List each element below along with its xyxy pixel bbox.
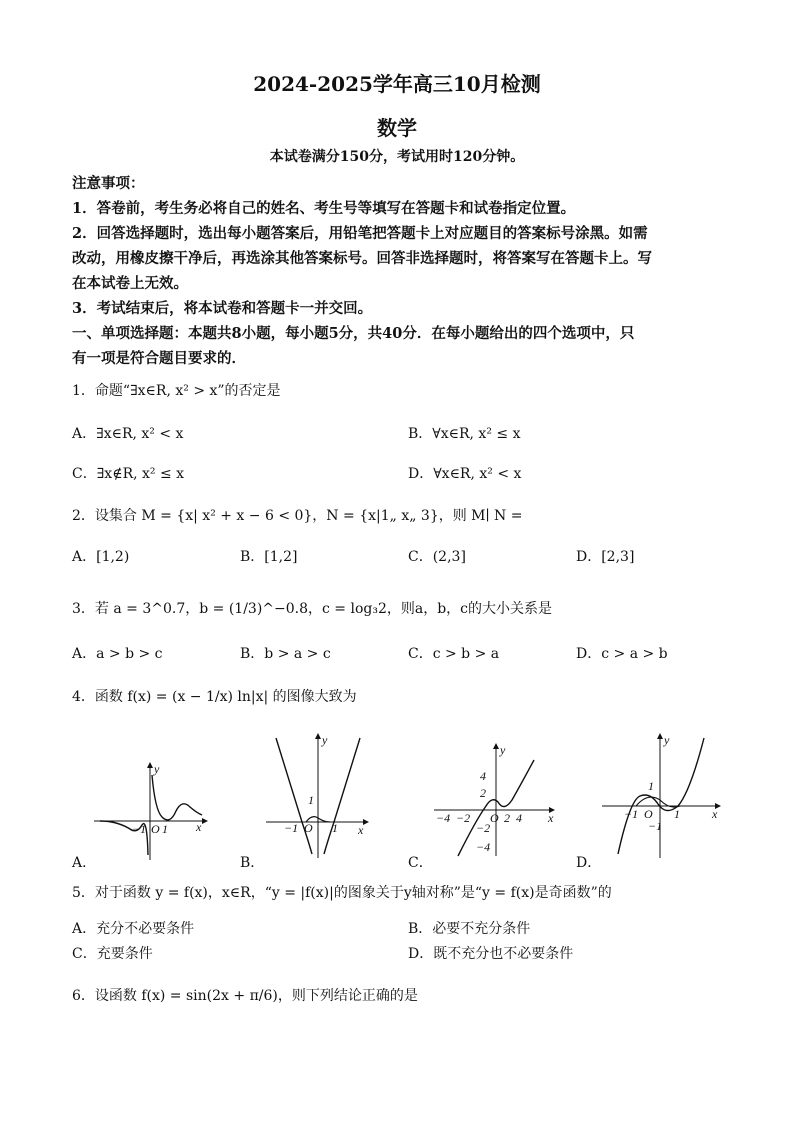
svg-text:2: 2 bbox=[480, 786, 486, 800]
svg-text:1: 1 bbox=[648, 779, 654, 793]
svg-text:1: 1 bbox=[308, 793, 314, 807]
q5-option-c: C．充要条件 bbox=[72, 946, 153, 962]
graph-c bbox=[430, 740, 560, 860]
svg-text:x: x bbox=[196, 820, 202, 834]
q4-option-c: C． bbox=[408, 855, 433, 871]
svg-text:−1: −1 bbox=[132, 822, 147, 836]
svg-text:O: O bbox=[151, 822, 160, 836]
svg-text:−1: −1 bbox=[284, 821, 299, 835]
svg-text:1: 1 bbox=[332, 821, 338, 835]
svg-text:−2: −2 bbox=[476, 821, 491, 835]
svg-text:−4: −4 bbox=[436, 811, 451, 825]
graph-d bbox=[600, 730, 724, 860]
q5-option-d: D．既不充分也不必要条件 bbox=[408, 946, 574, 962]
svg-text:1: 1 bbox=[674, 807, 680, 821]
q5-stem: 5．对于函数 y = f(x)，x∈R，“y = |f(x)|的图象关于y轴对称”是“y = f(x)是奇函数”的 bbox=[72, 885, 612, 901]
q4-option-a: A． bbox=[72, 855, 97, 871]
svg-text:−1: −1 bbox=[648, 819, 663, 833]
svg-text:y: y bbox=[322, 733, 328, 747]
q5-option-a: A．充分不必要条件 bbox=[72, 921, 195, 937]
q4-stem: 4．函数 f(x) = (x − 1/x) ln|x| 的图像大致为 bbox=[72, 689, 357, 705]
svg-text:−1: −1 bbox=[624, 807, 639, 821]
svg-text:O: O bbox=[644, 807, 653, 821]
q2-option-b: B．[1,2] bbox=[240, 549, 298, 565]
svg-text:4: 4 bbox=[516, 811, 522, 825]
q5-option-b: B．必要不充分条件 bbox=[408, 921, 531, 937]
q2-stem: 2．设集合 M = {x| x² + x − 6 < 0}，N = {x|1„ x„ 3}，则 M∣ N = bbox=[72, 508, 523, 524]
q2-option-d: D．[2,3] bbox=[576, 549, 635, 565]
svg-text:x: x bbox=[712, 807, 718, 821]
q1-option-b: B．∀x∈R, x² ≤ x bbox=[408, 426, 521, 442]
svg-text:1: 1 bbox=[162, 822, 168, 836]
svg-text:y: y bbox=[154, 762, 160, 776]
q2-option-c: C．(2,3] bbox=[408, 549, 466, 565]
q3-option-c: C．c > b > a bbox=[408, 646, 500, 662]
notice-item-2-line-1: 2．回答选择题时，选出每小题答案后，用铅笔把答题卡上对应题目的答案标号涂黑。如需 bbox=[72, 225, 648, 242]
q1-option-d: D．∀x∈R, x² < x bbox=[408, 466, 522, 482]
notice-item-2-line-3: 在本试卷上无效。 bbox=[72, 275, 188, 292]
svg-text:−4: −4 bbox=[476, 840, 491, 854]
svg-text:−2: −2 bbox=[456, 811, 471, 825]
svg-text:O: O bbox=[490, 811, 499, 825]
svg-text:x: x bbox=[548, 811, 554, 825]
q6-stem: 6．设函数 f(x) = sin(2x + π/6)，则下列结论正确的是 bbox=[72, 988, 418, 1004]
graph-b bbox=[262, 730, 372, 860]
q2-option-a: A．[1,2) bbox=[72, 549, 130, 565]
q1-option-a: A．∃x∈R, x² < x bbox=[72, 426, 184, 442]
svg-text:y: y bbox=[500, 743, 506, 757]
graph-a bbox=[92, 755, 212, 865]
q3-option-a: A．a > b > c bbox=[72, 646, 163, 662]
notice-item-2-line-2: 改动，用橡皮擦干净后，再选涂其他答案标号。回答非选择题时，将答案写在答题卡上。写 bbox=[72, 250, 652, 267]
section-1-line-2: 有一项是符合题目要求的． bbox=[72, 350, 246, 367]
q4-option-b: B． bbox=[240, 855, 265, 871]
svg-text:2: 2 bbox=[504, 811, 510, 825]
subject-title: 数学 bbox=[377, 116, 417, 140]
svg-text:x: x bbox=[358, 823, 364, 837]
q3-stem: 3．若 a = 3^0.7，b = (1/3)^−0.8，c = log₃2，则a，b，c的大小关系是 bbox=[72, 601, 553, 617]
svg-text:4: 4 bbox=[480, 769, 486, 783]
svg-text:y: y bbox=[664, 733, 670, 747]
q1-stem: 1．命题“∃x∈R, x² > x”的否定是 bbox=[72, 383, 281, 399]
notice-item-3: 3．考试结束后，将本试卷和答题卡一并交回。 bbox=[72, 300, 373, 317]
notice-item-1: 1．答卷前，考生务必将自己的姓名、考生号等填写在答题卡和试卷指定位置。 bbox=[72, 200, 576, 217]
q3-option-b: B．b > a > c bbox=[240, 646, 331, 662]
notice-heading: 注意事项： bbox=[72, 175, 145, 192]
exam-title: 2024-2025学年高三10月检测 bbox=[253, 72, 541, 96]
q1-option-c: C．∃x∉R, x² ≤ x bbox=[72, 466, 185, 482]
svg-text:O: O bbox=[304, 821, 313, 835]
q3-option-d: D．c > a > b bbox=[576, 646, 668, 662]
q4-option-d: D． bbox=[576, 855, 602, 871]
section-1-line-1: 一、单项选择题：本题共8小题，每小题5分，共40分．在每小题给出的四个选项中，只 bbox=[72, 325, 635, 342]
exam-info: 本试卷满分150分，考试用时120分钟。 bbox=[269, 149, 525, 165]
